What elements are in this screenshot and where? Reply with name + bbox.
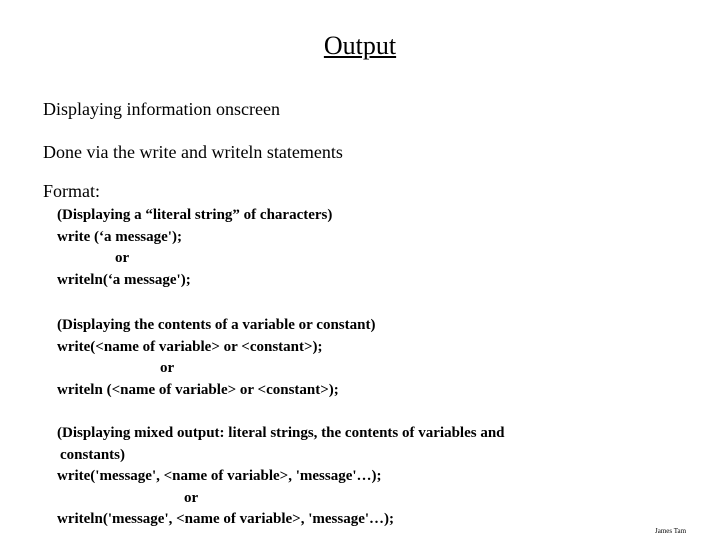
bullet-displaying-info: Displaying information onscreen	[43, 99, 280, 119]
slide-title: Output	[323, 31, 397, 60]
footer-author: James Tam	[655, 527, 687, 535]
bullet-write-statements: Done via the write and writeln statements	[43, 142, 343, 162]
bullet-format: Format:	[43, 181, 100, 201]
code-line: write(<name of variable> or <constant>);	[57, 338, 323, 355]
code-line: write('message', <name of variable>, 'message'…);	[57, 468, 382, 484]
code-line: writeln (<name of variable> or <constant>);	[57, 381, 339, 398]
format-group-literal	[57, 205, 332, 291]
group-heading: (Displaying a “literal string” of characters)	[57, 207, 333, 223]
or-separator: or	[160, 360, 175, 376]
or-separator: or	[115, 250, 130, 266]
format-group-variable	[57, 315, 375, 401]
group-heading: (Displaying the contents of a variable or constant)	[57, 317, 376, 333]
code-line: write (‘a message');	[57, 228, 182, 245]
group-heading-continued: constants)	[60, 446, 126, 463]
format-group-mixed	[57, 423, 505, 531]
code-line: writeln(‘a message');	[57, 271, 191, 288]
or-separator: or	[184, 489, 199, 506]
group-heading: (Displaying mixed output: literal strings, the contents of variables and	[57, 425, 505, 441]
code-line: writeln('message', <name of variable>, 'message'…);	[57, 511, 395, 527]
